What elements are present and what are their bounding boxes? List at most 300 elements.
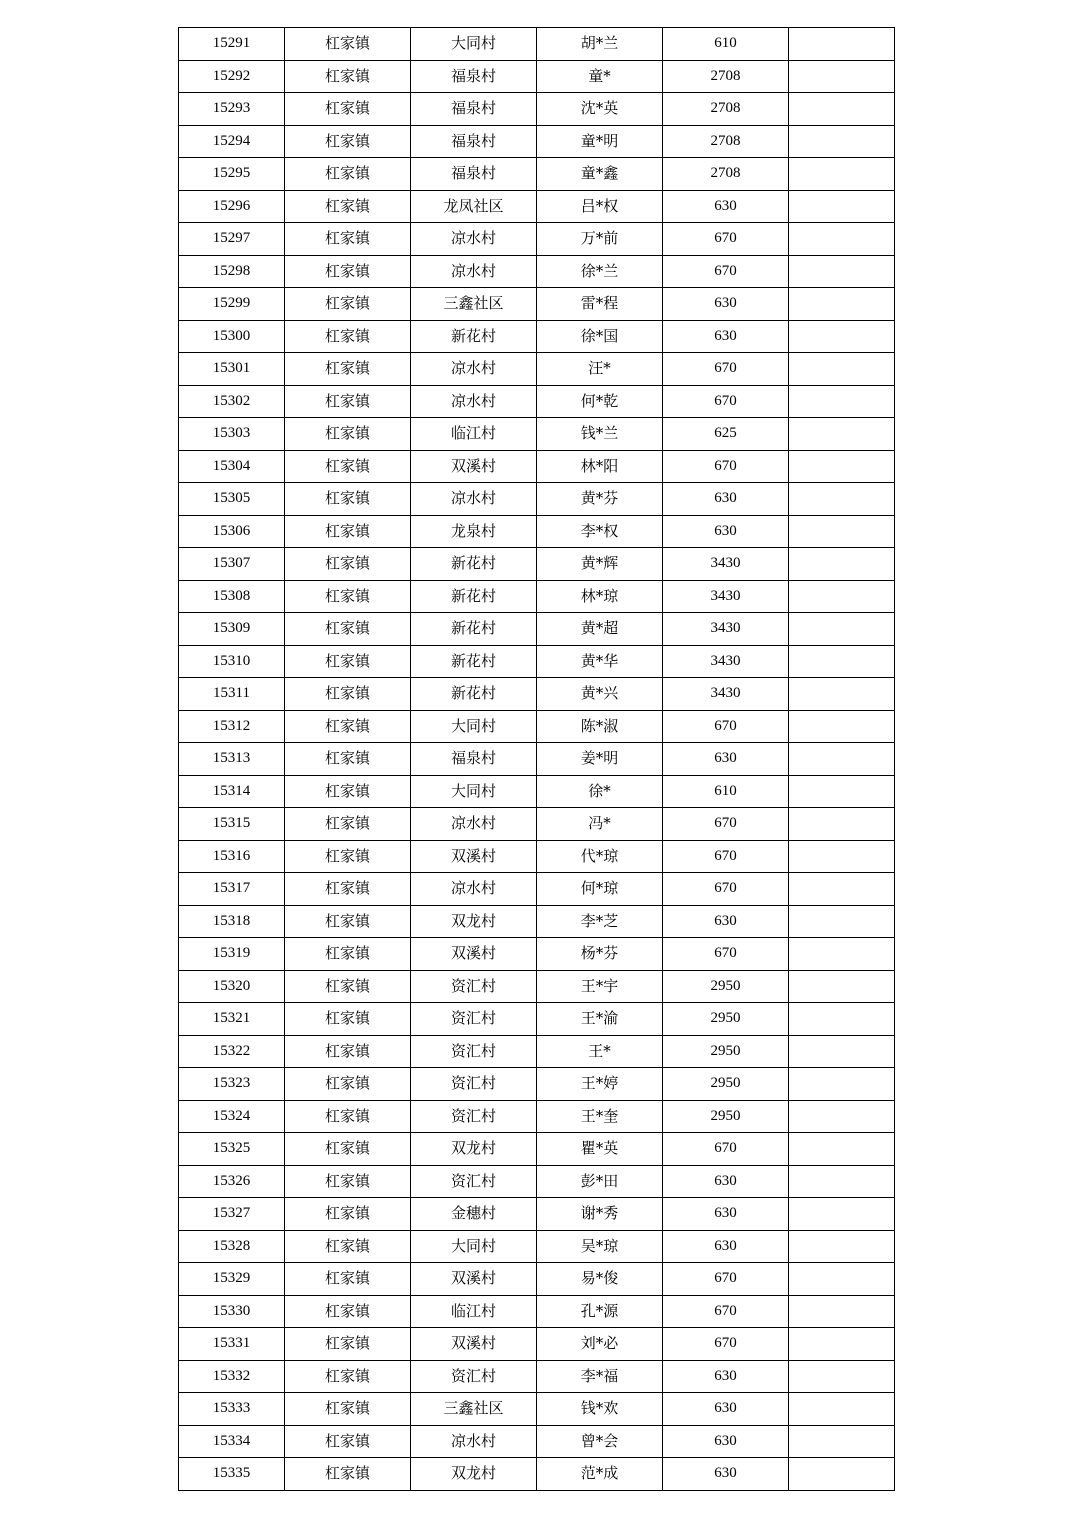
town-cell: 杠家镇 — [285, 1198, 411, 1231]
table-row — [179, 905, 895, 938]
town-cell: 杠家镇 — [285, 1458, 411, 1491]
table-row — [179, 548, 895, 581]
amount-cell: 670 — [663, 1295, 789, 1328]
town-cell: 杠家镇 — [285, 288, 411, 321]
table-row — [179, 320, 895, 353]
name-cell: 万*前 — [537, 223, 663, 256]
town-cell: 杠家镇 — [285, 1068, 411, 1101]
row-number-cell: 15327 — [179, 1198, 285, 1231]
table-row — [179, 515, 895, 548]
note-cell — [789, 28, 895, 61]
village-cell: 凉水村 — [411, 255, 537, 288]
village-cell: 龙泉村 — [411, 515, 537, 548]
row-number-cell: 15323 — [179, 1068, 285, 1101]
table-row — [179, 28, 895, 61]
note-cell — [789, 125, 895, 158]
name-cell: 王*婷 — [537, 1068, 663, 1101]
note-cell — [789, 1263, 895, 1296]
amount-cell: 670 — [663, 808, 789, 841]
note-cell — [789, 1003, 895, 1036]
amount-cell: 630 — [663, 905, 789, 938]
name-cell: 童*明 — [537, 125, 663, 158]
name-cell: 黄*芬 — [537, 483, 663, 516]
table-row — [179, 678, 895, 711]
amount-cell: 630 — [663, 743, 789, 776]
note-cell — [789, 1035, 895, 1068]
row-number-cell: 15298 — [179, 255, 285, 288]
amount-cell: 3430 — [663, 678, 789, 711]
table-row — [179, 775, 895, 808]
note-cell — [789, 353, 895, 386]
amount-cell: 610 — [663, 28, 789, 61]
row-number-cell: 15308 — [179, 580, 285, 613]
note-cell — [789, 808, 895, 841]
name-cell: 何*琼 — [537, 873, 663, 906]
amount-cell: 670 — [663, 1263, 789, 1296]
name-cell: 林*阳 — [537, 450, 663, 483]
table-row — [179, 450, 895, 483]
town-cell: 杠家镇 — [285, 775, 411, 808]
town-cell: 杠家镇 — [285, 385, 411, 418]
note-cell — [789, 873, 895, 906]
amount-cell: 670 — [663, 385, 789, 418]
village-cell: 福泉村 — [411, 158, 537, 191]
village-cell: 大同村 — [411, 1230, 537, 1263]
town-cell: 杠家镇 — [285, 970, 411, 1003]
note-cell — [789, 775, 895, 808]
village-cell: 大同村 — [411, 710, 537, 743]
note-cell — [789, 158, 895, 191]
note-cell — [789, 450, 895, 483]
note-cell — [789, 223, 895, 256]
name-cell: 范*成 — [537, 1458, 663, 1491]
town-cell: 杠家镇 — [285, 223, 411, 256]
note-cell — [789, 1230, 895, 1263]
name-cell: 汪* — [537, 353, 663, 386]
amount-cell: 670 — [663, 938, 789, 971]
note-cell — [789, 970, 895, 1003]
amount-cell: 630 — [663, 1458, 789, 1491]
town-cell: 杠家镇 — [285, 1003, 411, 1036]
town-cell: 杠家镇 — [285, 93, 411, 126]
name-cell: 冯* — [537, 808, 663, 841]
note-cell — [789, 1165, 895, 1198]
note-cell — [789, 1133, 895, 1166]
row-number-cell: 15320 — [179, 970, 285, 1003]
row-number-cell: 15318 — [179, 905, 285, 938]
amount-cell: 2708 — [663, 93, 789, 126]
table-row — [179, 483, 895, 516]
name-cell: 胡*兰 — [537, 28, 663, 61]
note-cell — [789, 418, 895, 451]
town-cell: 杠家镇 — [285, 1100, 411, 1133]
amount-cell: 670 — [663, 710, 789, 743]
town-cell: 杠家镇 — [285, 743, 411, 776]
amount-cell: 630 — [663, 320, 789, 353]
note-cell — [789, 320, 895, 353]
row-number-cell: 15311 — [179, 678, 285, 711]
village-cell: 双溪村 — [411, 840, 537, 873]
note-cell — [789, 710, 895, 743]
village-cell: 三鑫社区 — [411, 288, 537, 321]
amount-cell: 670 — [663, 450, 789, 483]
table-row — [179, 613, 895, 646]
town-cell: 杠家镇 — [285, 353, 411, 386]
name-cell: 钱*兰 — [537, 418, 663, 451]
amount-cell: 630 — [663, 1198, 789, 1231]
village-cell: 新花村 — [411, 580, 537, 613]
row-number-cell: 15296 — [179, 190, 285, 223]
note-cell — [789, 905, 895, 938]
amount-cell: 630 — [663, 190, 789, 223]
note-cell — [789, 255, 895, 288]
amount-cell: 3430 — [663, 613, 789, 646]
table-row — [179, 1165, 895, 1198]
amount-cell: 2950 — [663, 1003, 789, 1036]
row-number-cell: 15324 — [179, 1100, 285, 1133]
note-cell — [789, 385, 895, 418]
row-number-cell: 15333 — [179, 1393, 285, 1426]
town-cell: 杠家镇 — [285, 580, 411, 613]
row-number-cell: 15314 — [179, 775, 285, 808]
amount-cell: 2950 — [663, 970, 789, 1003]
town-cell: 杠家镇 — [285, 905, 411, 938]
village-cell: 资汇村 — [411, 970, 537, 1003]
village-cell: 双溪村 — [411, 450, 537, 483]
note-cell — [789, 1068, 895, 1101]
name-cell: 李*福 — [537, 1360, 663, 1393]
name-cell: 童* — [537, 60, 663, 93]
note-cell — [789, 93, 895, 126]
table-row — [179, 1198, 895, 1231]
row-number-cell: 15332 — [179, 1360, 285, 1393]
note-cell — [789, 1458, 895, 1491]
town-cell: 杠家镇 — [285, 1035, 411, 1068]
name-cell: 李*芝 — [537, 905, 663, 938]
table-row — [179, 60, 895, 93]
table-row — [179, 1360, 895, 1393]
town-cell: 杠家镇 — [285, 60, 411, 93]
table-row — [179, 190, 895, 223]
table-row — [179, 1458, 895, 1491]
amount-cell: 630 — [663, 515, 789, 548]
town-cell: 杠家镇 — [285, 1230, 411, 1263]
table-row — [179, 158, 895, 191]
amount-cell: 630 — [663, 1425, 789, 1458]
table-row — [179, 970, 895, 1003]
name-cell: 姜*明 — [537, 743, 663, 776]
table-row — [179, 710, 895, 743]
row-number-cell: 15315 — [179, 808, 285, 841]
name-cell: 黄*辉 — [537, 548, 663, 581]
note-cell — [789, 1393, 895, 1426]
data-table — [178, 27, 895, 1491]
town-cell: 杠家镇 — [285, 613, 411, 646]
town-cell: 杠家镇 — [285, 255, 411, 288]
amount-cell: 3430 — [663, 548, 789, 581]
note-cell — [789, 1360, 895, 1393]
town-cell: 杠家镇 — [285, 483, 411, 516]
note-cell — [789, 678, 895, 711]
name-cell: 黄*兴 — [537, 678, 663, 711]
note-cell — [789, 483, 895, 516]
village-cell: 新花村 — [411, 320, 537, 353]
name-cell: 吕*权 — [537, 190, 663, 223]
note-cell — [789, 645, 895, 678]
name-cell: 沈*英 — [537, 93, 663, 126]
table-row — [179, 938, 895, 971]
note-cell — [789, 190, 895, 223]
town-cell: 杠家镇 — [285, 418, 411, 451]
row-number-cell: 15309 — [179, 613, 285, 646]
amount-cell: 3430 — [663, 645, 789, 678]
town-cell: 杠家镇 — [285, 450, 411, 483]
table-row — [179, 1230, 895, 1263]
note-cell — [789, 515, 895, 548]
note-cell — [789, 548, 895, 581]
town-cell: 杠家镇 — [285, 938, 411, 971]
note-cell — [789, 1295, 895, 1328]
town-cell: 杠家镇 — [285, 1295, 411, 1328]
table-row — [179, 743, 895, 776]
town-cell: 杠家镇 — [285, 1360, 411, 1393]
name-cell: 何*乾 — [537, 385, 663, 418]
row-number-cell: 15305 — [179, 483, 285, 516]
note-cell — [789, 1100, 895, 1133]
amount-cell: 3430 — [663, 580, 789, 613]
village-cell: 资汇村 — [411, 1035, 537, 1068]
row-number-cell: 15310 — [179, 645, 285, 678]
amount-cell: 670 — [663, 1328, 789, 1361]
name-cell: 雷*程 — [537, 288, 663, 321]
table-row — [179, 288, 895, 321]
village-cell: 双龙村 — [411, 1458, 537, 1491]
row-number-cell: 15319 — [179, 938, 285, 971]
note-cell — [789, 840, 895, 873]
town-cell: 杠家镇 — [285, 678, 411, 711]
village-cell: 福泉村 — [411, 743, 537, 776]
village-cell: 金穗村 — [411, 1198, 537, 1231]
table-row — [179, 223, 895, 256]
town-cell: 杠家镇 — [285, 548, 411, 581]
row-number-cell: 15326 — [179, 1165, 285, 1198]
village-cell: 福泉村 — [411, 93, 537, 126]
name-cell: 杨*芬 — [537, 938, 663, 971]
name-cell: 彭*田 — [537, 1165, 663, 1198]
name-cell: 代*琼 — [537, 840, 663, 873]
note-cell — [789, 938, 895, 971]
table-row — [179, 1263, 895, 1296]
village-cell: 福泉村 — [411, 60, 537, 93]
name-cell: 黄*华 — [537, 645, 663, 678]
row-number-cell: 15302 — [179, 385, 285, 418]
name-cell: 王*宇 — [537, 970, 663, 1003]
name-cell: 曾*会 — [537, 1425, 663, 1458]
name-cell: 林*琼 — [537, 580, 663, 613]
name-cell: 黄*超 — [537, 613, 663, 646]
amount-cell: 2950 — [663, 1100, 789, 1133]
table-row — [179, 840, 895, 873]
table-row — [179, 418, 895, 451]
name-cell: 王* — [537, 1035, 663, 1068]
amount-cell: 2950 — [663, 1068, 789, 1101]
town-cell: 杠家镇 — [285, 840, 411, 873]
amount-cell: 2708 — [663, 158, 789, 191]
note-cell — [789, 288, 895, 321]
amount-cell: 630 — [663, 288, 789, 321]
amount-cell: 670 — [663, 840, 789, 873]
name-cell: 王*渝 — [537, 1003, 663, 1036]
name-cell: 陈*淑 — [537, 710, 663, 743]
village-cell: 双溪村 — [411, 1328, 537, 1361]
table-row — [179, 125, 895, 158]
town-cell: 杠家镇 — [285, 125, 411, 158]
amount-cell: 670 — [663, 255, 789, 288]
village-cell: 新花村 — [411, 548, 537, 581]
note-cell — [789, 1328, 895, 1361]
table-row — [179, 1295, 895, 1328]
amount-cell: 670 — [663, 1133, 789, 1166]
town-cell: 杠家镇 — [285, 28, 411, 61]
village-cell: 资汇村 — [411, 1068, 537, 1101]
village-cell: 三鑫社区 — [411, 1393, 537, 1426]
town-cell: 杠家镇 — [285, 808, 411, 841]
row-number-cell: 15291 — [179, 28, 285, 61]
row-number-cell: 15329 — [179, 1263, 285, 1296]
village-cell: 凉水村 — [411, 483, 537, 516]
village-cell: 凉水村 — [411, 808, 537, 841]
row-number-cell: 15297 — [179, 223, 285, 256]
table-row — [179, 873, 895, 906]
village-cell: 资汇村 — [411, 1165, 537, 1198]
village-cell: 新花村 — [411, 678, 537, 711]
row-number-cell: 15316 — [179, 840, 285, 873]
table-row — [179, 385, 895, 418]
village-cell: 新花村 — [411, 645, 537, 678]
table-row — [179, 1100, 895, 1133]
town-cell: 杠家镇 — [285, 1393, 411, 1426]
town-cell: 杠家镇 — [285, 158, 411, 191]
village-cell: 凉水村 — [411, 873, 537, 906]
row-number-cell: 15300 — [179, 320, 285, 353]
table-body — [179, 28, 895, 1491]
table-row — [179, 1133, 895, 1166]
town-cell: 杠家镇 — [285, 645, 411, 678]
amount-cell: 670 — [663, 223, 789, 256]
row-number-cell: 15293 — [179, 93, 285, 126]
table-row — [179, 1393, 895, 1426]
row-number-cell: 15304 — [179, 450, 285, 483]
name-cell: 徐* — [537, 775, 663, 808]
row-number-cell: 15325 — [179, 1133, 285, 1166]
row-number-cell: 15299 — [179, 288, 285, 321]
name-cell: 王*奎 — [537, 1100, 663, 1133]
village-cell: 凉水村 — [411, 353, 537, 386]
village-cell: 大同村 — [411, 28, 537, 61]
row-number-cell: 15334 — [179, 1425, 285, 1458]
village-cell: 凉水村 — [411, 385, 537, 418]
note-cell — [789, 1198, 895, 1231]
town-cell: 杠家镇 — [285, 1328, 411, 1361]
village-cell: 资汇村 — [411, 1003, 537, 1036]
name-cell: 徐*国 — [537, 320, 663, 353]
note-cell — [789, 743, 895, 776]
village-cell: 双溪村 — [411, 938, 537, 971]
table-row — [179, 1003, 895, 1036]
village-cell: 凉水村 — [411, 223, 537, 256]
table-row — [179, 1328, 895, 1361]
note-cell — [789, 613, 895, 646]
village-cell: 双溪村 — [411, 1263, 537, 1296]
village-cell: 临江村 — [411, 418, 537, 451]
table-row — [179, 645, 895, 678]
amount-cell: 610 — [663, 775, 789, 808]
row-number-cell: 15322 — [179, 1035, 285, 1068]
row-number-cell: 15335 — [179, 1458, 285, 1491]
name-cell: 徐*兰 — [537, 255, 663, 288]
town-cell: 杠家镇 — [285, 1133, 411, 1166]
amount-cell: 2950 — [663, 1035, 789, 1068]
note-cell — [789, 580, 895, 613]
amount-cell: 630 — [663, 1165, 789, 1198]
village-cell: 资汇村 — [411, 1100, 537, 1133]
town-cell: 杠家镇 — [285, 190, 411, 223]
name-cell: 吴*琼 — [537, 1230, 663, 1263]
name-cell: 孔*源 — [537, 1295, 663, 1328]
amount-cell: 2708 — [663, 60, 789, 93]
town-cell: 杠家镇 — [285, 515, 411, 548]
name-cell: 瞿*英 — [537, 1133, 663, 1166]
table-row — [179, 353, 895, 386]
table-row — [179, 255, 895, 288]
row-number-cell: 15331 — [179, 1328, 285, 1361]
amount-cell: 670 — [663, 353, 789, 386]
table-row — [179, 808, 895, 841]
table-row — [179, 580, 895, 613]
name-cell: 李*权 — [537, 515, 663, 548]
village-cell: 大同村 — [411, 775, 537, 808]
name-cell: 易*俊 — [537, 1263, 663, 1296]
town-cell: 杠家镇 — [285, 1263, 411, 1296]
table-row — [179, 93, 895, 126]
village-cell: 资汇村 — [411, 1360, 537, 1393]
note-cell — [789, 1425, 895, 1458]
village-cell: 新花村 — [411, 613, 537, 646]
village-cell: 双龙村 — [411, 905, 537, 938]
village-cell: 临江村 — [411, 1295, 537, 1328]
amount-cell: 625 — [663, 418, 789, 451]
row-number-cell: 15330 — [179, 1295, 285, 1328]
village-cell: 福泉村 — [411, 125, 537, 158]
row-number-cell: 15321 — [179, 1003, 285, 1036]
name-cell: 刘*必 — [537, 1328, 663, 1361]
row-number-cell: 15312 — [179, 710, 285, 743]
row-number-cell: 15301 — [179, 353, 285, 386]
row-number-cell: 15306 — [179, 515, 285, 548]
table-row — [179, 1068, 895, 1101]
row-number-cell: 15294 — [179, 125, 285, 158]
row-number-cell: 15303 — [179, 418, 285, 451]
row-number-cell: 15317 — [179, 873, 285, 906]
row-number-cell: 15313 — [179, 743, 285, 776]
note-cell — [789, 60, 895, 93]
village-cell: 双龙村 — [411, 1133, 537, 1166]
name-cell: 童*鑫 — [537, 158, 663, 191]
row-number-cell: 15295 — [179, 158, 285, 191]
table-row — [179, 1425, 895, 1458]
town-cell: 杠家镇 — [285, 320, 411, 353]
row-number-cell: 15328 — [179, 1230, 285, 1263]
